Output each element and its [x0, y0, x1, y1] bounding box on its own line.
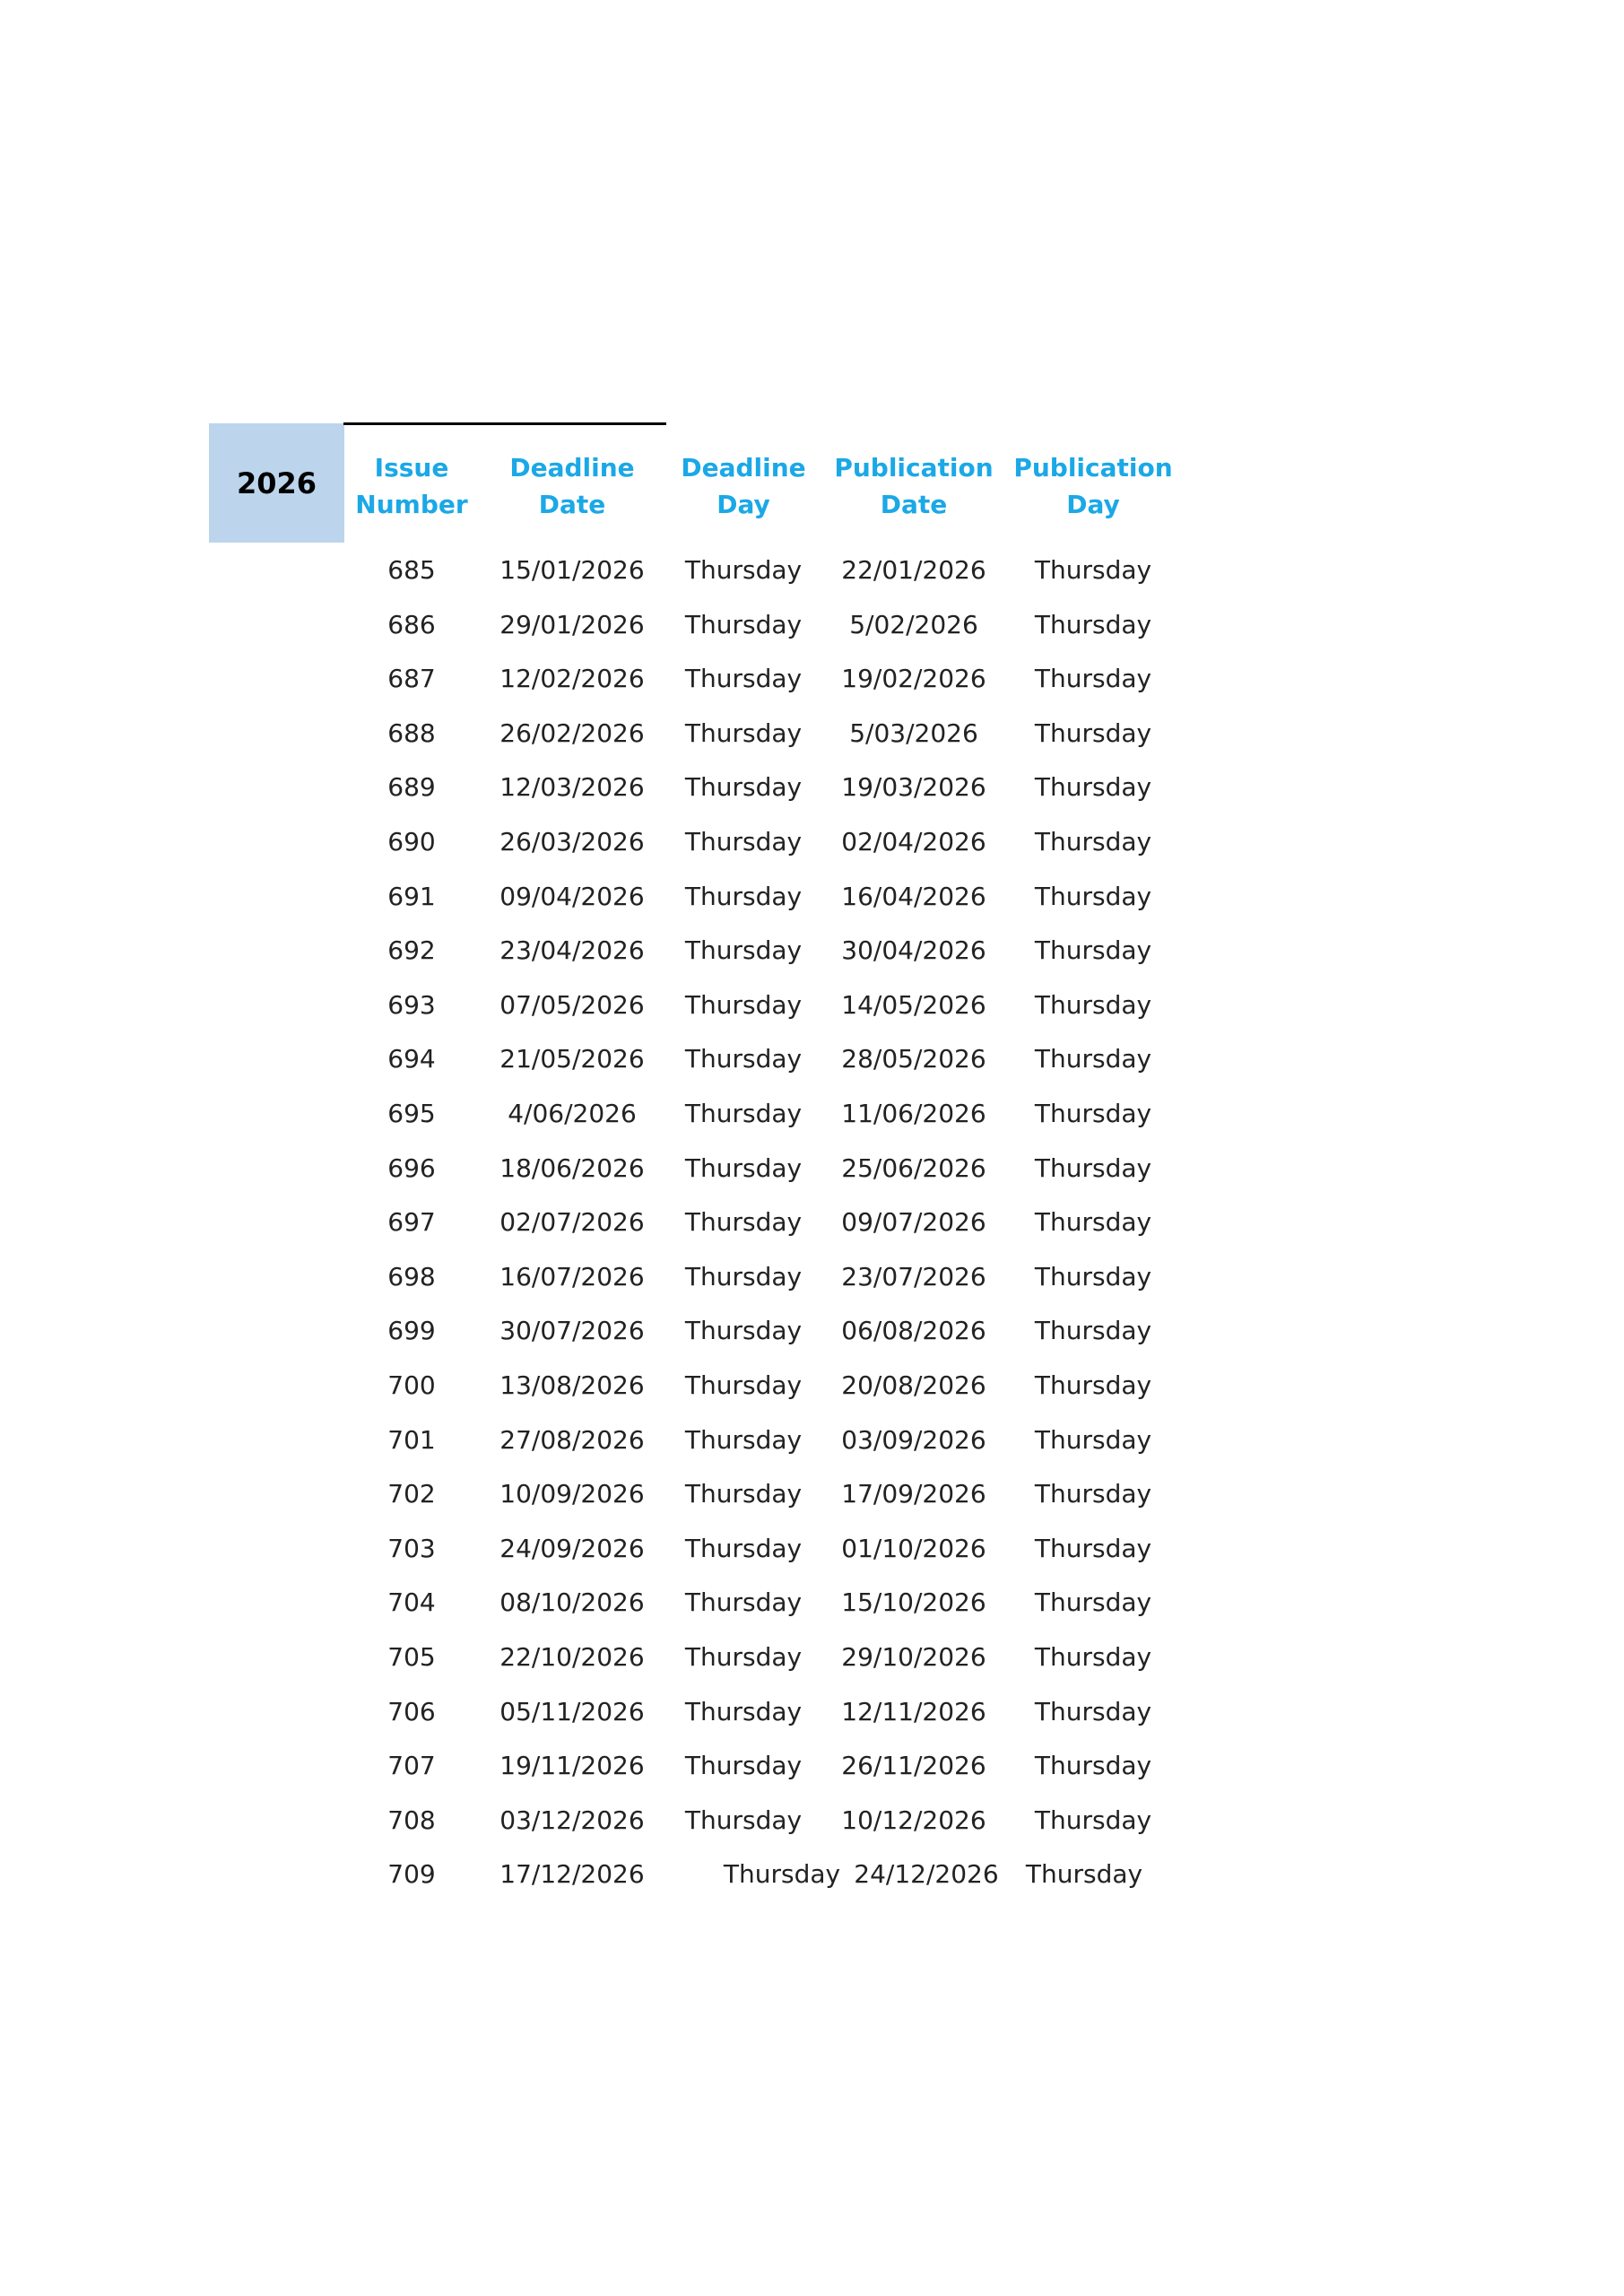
- publication-day-cell: Thursday: [1034, 1044, 1152, 1074]
- deadline-date-cell: 18/06/2026: [499, 1152, 645, 1183]
- deadline-day-cell: Thursday: [684, 1044, 803, 1074]
- deadline-date-cell: 09/04/2026: [499, 881, 645, 911]
- deadline-date-cell: 26/02/2026: [499, 718, 645, 748]
- issue-number-cell: 705: [387, 1642, 436, 1672]
- deadline-day-cell: Thursday: [684, 935, 803, 966]
- publication-day-cell: Thursday: [1034, 1751, 1152, 1781]
- publication-day-cell: Thursday: [1034, 718, 1152, 748]
- deadline-day-cell: Thursday: [684, 827, 803, 857]
- header-top-rule: [343, 422, 666, 425]
- deadline-date-cell: 16/07/2026: [499, 1261, 645, 1292]
- publication-date-cell: 03/09/2026: [841, 1424, 986, 1455]
- deadline-date-cell: 12/02/2026: [499, 664, 645, 694]
- deadline-date-cell: 26/03/2026: [499, 827, 645, 857]
- publication-date-cell: 02/04/2026: [841, 827, 986, 857]
- publication-day-cell: Thursday: [1034, 1370, 1152, 1400]
- issue-number-cell: 704: [387, 1587, 436, 1618]
- deadline-day-cell: Thursday: [684, 1479, 803, 1509]
- publication-day-cell: Thursday: [1034, 1587, 1152, 1618]
- deadline-day-cell: Thursday: [684, 1424, 803, 1455]
- publication-date-cell: 29/10/2026: [841, 1642, 986, 1672]
- deadline-date-cell: 10/09/2026: [499, 1479, 645, 1509]
- deadline-day-cell: Thursday: [684, 1207, 803, 1238]
- publication-date-cell: 23/07/2026: [841, 1261, 986, 1292]
- deadline-day-cell: Thursday: [684, 664, 803, 694]
- deadline-date-cell: 17/12/2026: [499, 1859, 645, 1889]
- issue-number-cell: 690: [387, 827, 436, 857]
- deadline-day-cell: Thursday: [684, 881, 803, 911]
- publication-day-cell: Thursday: [1034, 1316, 1152, 1346]
- publication-day-cell: Thursday: [1034, 827, 1152, 857]
- deadline-date-cell: 12/03/2026: [499, 772, 645, 803]
- deadline-day-cell: Thursday: [684, 555, 803, 585]
- deadline-date-cell: 30/07/2026: [499, 1316, 645, 1346]
- deadline-day-cell: Thursday: [684, 718, 803, 748]
- issue-number-cell: 696: [387, 1152, 436, 1183]
- publication-date-cell: 20/08/2026: [841, 1370, 986, 1400]
- deadline-day-cell: Thursday: [684, 1805, 803, 1835]
- issue-number-cell: 700: [387, 1370, 436, 1400]
- publication-date-cell: 22/01/2026: [841, 555, 986, 585]
- deadline-date-cell: 23/04/2026: [499, 935, 645, 966]
- header-issue-number: Issue Number: [355, 453, 468, 519]
- deadline-date-cell: 15/01/2026: [499, 555, 645, 585]
- publication-date-cell: 06/08/2026: [841, 1316, 986, 1346]
- publication-day-cell: Thursday: [1034, 609, 1152, 639]
- deadline-date-cell: 03/12/2026: [499, 1805, 645, 1835]
- issue-number-cell: 702: [387, 1479, 436, 1509]
- publication-day-cell: Thursday: [1034, 881, 1152, 911]
- deadline-date-cell: 24/09/2026: [499, 1533, 645, 1563]
- deadline-date-cell: 02/07/2026: [499, 1207, 645, 1238]
- publication-date-cell: 5/03/2026: [849, 718, 978, 748]
- issue-number-cell: 699: [387, 1316, 436, 1346]
- deadline-date-cell: 4/06/2026: [508, 1099, 637, 1128]
- issue-number-cell: 709: [387, 1859, 436, 1889]
- deadline-day-cell: Thursday: [684, 1751, 803, 1781]
- issue-number-cell: 697: [387, 1207, 436, 1238]
- deadline-date-cell: 07/05/2026: [499, 989, 645, 1020]
- publication-date-cell: 01/10/2026: [841, 1533, 986, 1563]
- publication-date-cell: 30/04/2026: [841, 935, 986, 966]
- header-deadline-date: Deadline Date: [509, 453, 635, 519]
- deadline-day-cell: Thursday: [684, 1261, 803, 1292]
- publication-day-cell: Thursday: [1034, 1207, 1152, 1238]
- deadline-date-cell: 08/10/2026: [499, 1587, 645, 1618]
- issue-number-cell: 707: [387, 1751, 436, 1781]
- deadline-day-cell: Thursday: [684, 1533, 803, 1563]
- deadline-date-cell: 13/08/2026: [499, 1370, 645, 1400]
- deadline-date-cell: 29/01/2026: [499, 609, 645, 639]
- deadline-day-cell: Thursday: [684, 772, 803, 803]
- issue-number-cell: 685: [387, 555, 436, 585]
- issue-number-cell: 708: [387, 1805, 436, 1835]
- deadline-day-cell: Thursday: [684, 989, 803, 1020]
- publication-day-cell: Thursday: [1034, 1533, 1152, 1563]
- header-publication-day: Publication Day: [1013, 453, 1173, 519]
- publication-day-cell: Thursday: [1034, 1099, 1152, 1128]
- issue-number-cell: 692: [387, 935, 436, 966]
- publication-date-cell: 12/11/2026: [841, 1696, 986, 1726]
- publication-day-cell: Thursday: [1034, 555, 1152, 585]
- publication-date-cell: 17/09/2026: [841, 1479, 986, 1509]
- publication-day-cell: Thursday: [1034, 1261, 1152, 1292]
- publication-date-cell: 26/11/2026: [841, 1751, 986, 1781]
- publication-date-cell: 25/06/2026: [841, 1152, 986, 1183]
- publication-date-cell: 16/04/2026: [841, 881, 986, 911]
- year-label: 2026: [209, 423, 344, 543]
- deadline-day-cell: Thursday: [684, 1316, 803, 1346]
- issue-number-cell: 693: [387, 989, 436, 1020]
- publication-day-cell: Thursday: [1025, 1859, 1143, 1889]
- publication-day-cell: Thursday: [1034, 1152, 1152, 1183]
- deadline-date-cell: 19/11/2026: [499, 1751, 645, 1781]
- deadline-day-cell: Thursday: [723, 1859, 841, 1889]
- issue-number-cell: 695: [387, 1099, 436, 1128]
- publication-day-cell: Thursday: [1034, 989, 1152, 1020]
- deadline-date-cell: 22/10/2026: [499, 1642, 645, 1672]
- publication-day-cell: Thursday: [1034, 664, 1152, 694]
- publication-date-cell: 15/10/2026: [841, 1587, 986, 1618]
- deadline-day-cell: Thursday: [684, 609, 803, 639]
- publication-date-cell: 19/02/2026: [841, 664, 986, 694]
- issue-number-cell: 686: [387, 609, 436, 639]
- publication-day-cell: Thursday: [1034, 1479, 1152, 1509]
- issue-number-cell: 703: [387, 1533, 436, 1563]
- deadline-day-cell: Thursday: [684, 1099, 803, 1128]
- deadline-day-cell: Thursday: [684, 1587, 803, 1618]
- issue-number-cell: 694: [387, 1044, 436, 1074]
- publication-day-cell: Thursday: [1034, 1642, 1152, 1672]
- publication-date-cell: 28/05/2026: [841, 1044, 986, 1074]
- issue-number-cell: 688: [387, 718, 436, 748]
- deadline-date-cell: 27/08/2026: [499, 1424, 645, 1455]
- header-publication-date: Publication Date: [834, 453, 994, 519]
- issue-number-cell: 701: [387, 1424, 436, 1455]
- publication-date-cell: 14/05/2026: [841, 989, 986, 1020]
- publication-day-cell: Thursday: [1034, 935, 1152, 966]
- publication-day-cell: Thursday: [1034, 772, 1152, 803]
- publication-date-cell: 24/12/2026: [854, 1859, 999, 1889]
- deadline-day-cell: Thursday: [684, 1370, 803, 1400]
- deadline-date-cell: 05/11/2026: [499, 1696, 645, 1726]
- deadline-day-cell: Thursday: [684, 1152, 803, 1183]
- publication-date-cell: 5/02/2026: [849, 609, 978, 639]
- publication-date-cell: 11/06/2026: [841, 1099, 986, 1128]
- publication-date-cell: 09/07/2026: [841, 1207, 986, 1238]
- issue-number-cell: 691: [387, 881, 436, 911]
- publication-day-cell: Thursday: [1034, 1805, 1152, 1835]
- issue-number-cell: 689: [387, 772, 436, 803]
- deadline-date-cell: 21/05/2026: [499, 1044, 645, 1074]
- publication-date-cell: 10/12/2026: [841, 1805, 986, 1835]
- deadline-day-cell: Thursday: [684, 1642, 803, 1672]
- header-deadline-day: Deadline Day: [681, 453, 806, 519]
- publication-day-cell: Thursday: [1034, 1696, 1152, 1726]
- issue-number-cell: 706: [387, 1696, 436, 1726]
- issue-number-cell: 698: [387, 1261, 436, 1292]
- issue-number-cell: 687: [387, 664, 436, 694]
- publication-day-cell: Thursday: [1034, 1424, 1152, 1455]
- publication-date-cell: 19/03/2026: [841, 772, 986, 803]
- deadline-day-cell: Thursday: [684, 1696, 803, 1726]
